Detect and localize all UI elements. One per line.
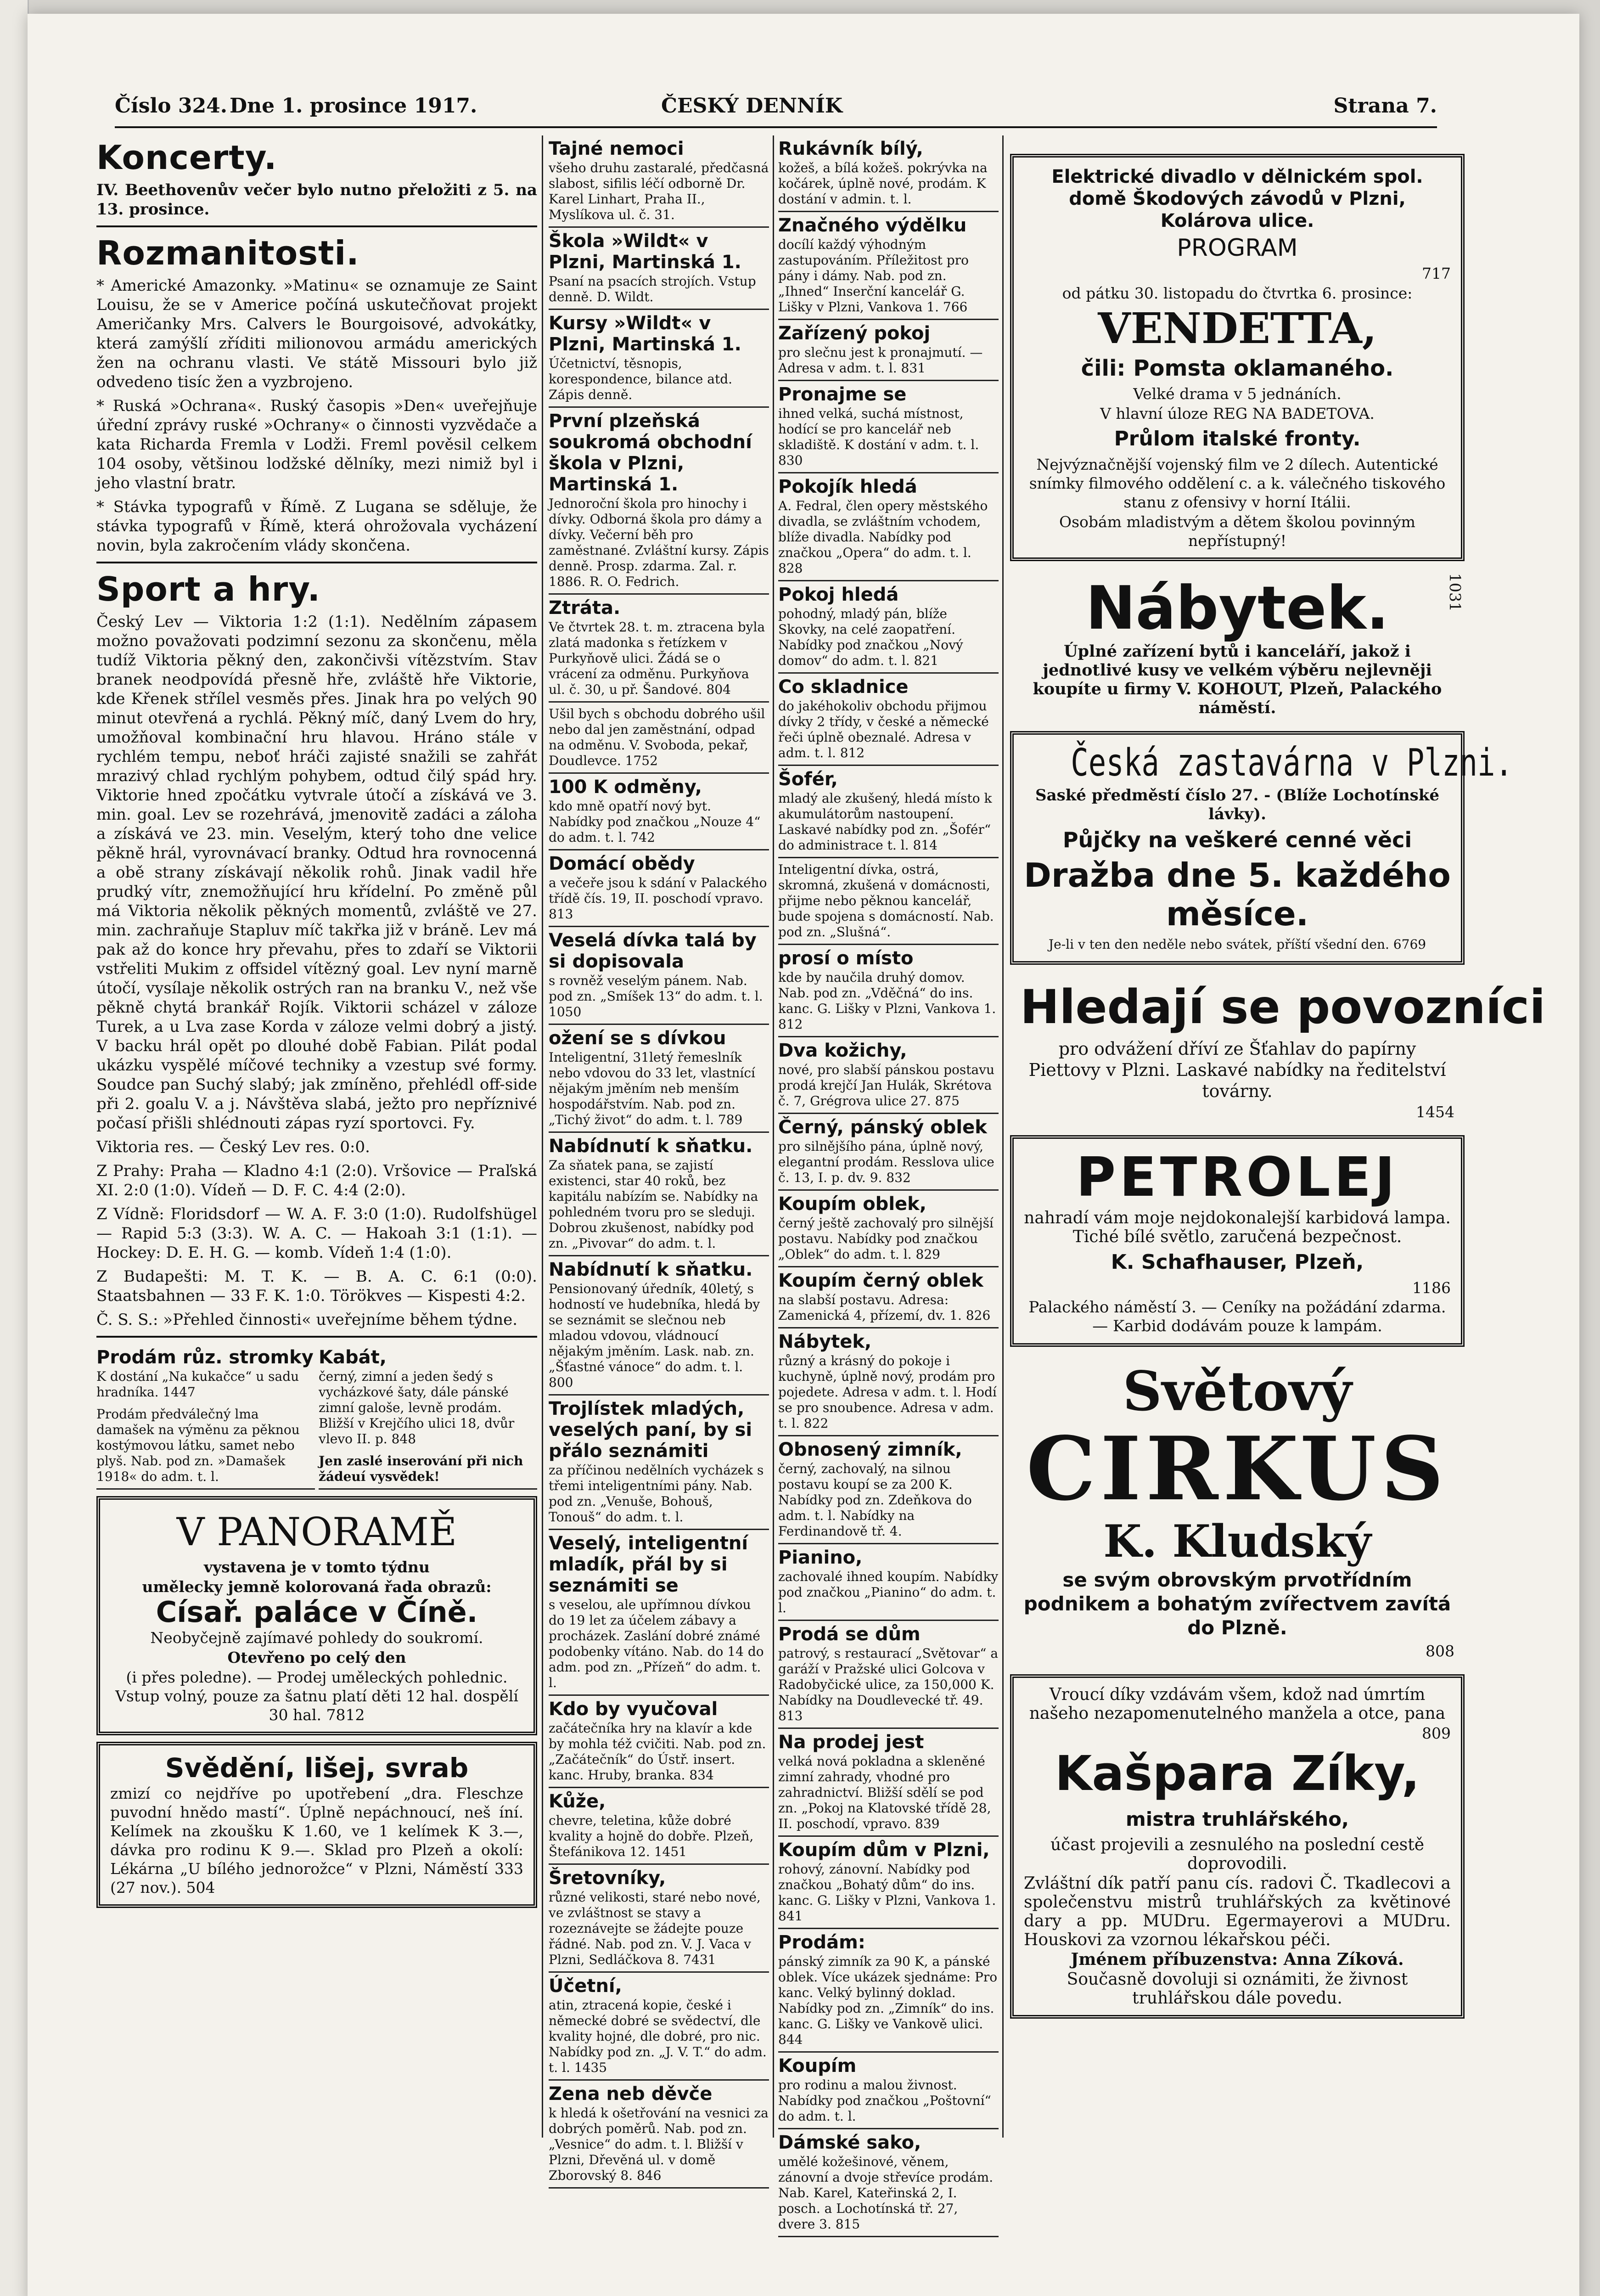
ad-line: (i přes poledne). — Prodej uměleckých pohlednic. Vstup volný, pouze za šatnu platí děti 12 hal. dospělí 30 hal. 7812 (115, 1668, 518, 1724)
ad-body: K dostání „Na kukačce“ u sadu hradníka. 1447 (96, 1369, 299, 1400)
header-rule (115, 126, 1437, 128)
article-text: Z Budapešti: M. T. K. — B. A. C. 6:1 (0:0). Staatsbahnen — 33 F. K. 1:0. Törökves — Kispesti 4:2. (96, 1267, 537, 1305)
ad-headline: PETROLEJ (1076, 1145, 1399, 1209)
ad-line: umělecky jemně kolorovaná řada obrazů: (142, 1578, 492, 1596)
issue-date: Dne 1. prosince 1917. (230, 94, 477, 118)
classified-ad (549, 595, 769, 703)
classified-ad (549, 1133, 769, 1256)
film-subtitle: čili: Pomsta oklamaného. (1081, 355, 1394, 381)
ad-title: Na prodej jest (778, 1732, 924, 1753)
ad-body: docílí každý výhodným zastupováním. Příležitost pro pány i dámy. Nab. pod zn. „Ihned“ Inserční kancelář G. Lišky v Plzni, Vankova 1. 766 (778, 237, 969, 315)
carriers-ad (1010, 971, 1546, 1129)
film-title-2: Průlom italské fronty. (1114, 427, 1361, 450)
page-header (115, 94, 1437, 122)
article-text: Č. S. S.: »Přehled činnosti« uveřejníme během týdne. (96, 1311, 518, 1329)
ad-title: Koupím dům v Plzni, (778, 1840, 990, 1861)
classified-ad (778, 1191, 999, 1267)
ad-number: 808 (1426, 1642, 1454, 1660)
ad-title: Kabát, (319, 1347, 387, 1368)
ad-body: všeho druhu zastaralé, předčasná slabost, sifilis léčí odborně Dr. Karel Linhart, Praha II., Myslíkova ul. č. 31. (549, 160, 769, 222)
column-display-ads (1010, 135, 1546, 2138)
section-heading-koncerty: Koncerty. (96, 138, 277, 177)
divider (96, 1336, 537, 1338)
ad-line: Nejvýznačnější vojenský film ve 2 dílech. Autentické snímky filmového oddělení c. a k. válečného tiskového stanu z ofensivy v horní Itálii. (1029, 456, 1446, 511)
column-divider (773, 135, 774, 2138)
classified-ad (778, 135, 999, 212)
ad-line: Saské předměstí číslo 27. - (Blíže Lochotínské lávky). (1035, 786, 1439, 823)
ad-title: Koupím oblek, (778, 1193, 926, 1215)
section-heading-sport: Sport a hry. (96, 570, 320, 608)
ad-body: za příčinou nedělních vycházek s třemi inteligentními pány. Nab. pod zn. „Venuše, Bohouš, Tonouš“ do adm. t. l. (549, 1463, 764, 1525)
classified-ad (778, 1037, 999, 1114)
ad-title: Nabídnutí k sňatku. (549, 1136, 753, 1157)
ad-line: Otevřeno po celý den (227, 1649, 406, 1666)
ad-body: pro silnějšího pána, úplně nový, elegantní prodám. Resslova ulice č. 13, I. p. dv. 9. 832 (778, 1139, 994, 1185)
ad-body: pro rodinu a malou živnost. Nabídky pod značkou „Poštovní“ do adm. t. l. (778, 2077, 991, 2124)
ad-title: Trojlístek mladých, veselých paní, by si přálo seznámiti (549, 1398, 752, 1462)
classified-ad (778, 320, 999, 381)
classified-ad (778, 2129, 999, 2237)
ad-title: 100 K odměny, (549, 777, 702, 798)
ad-title: Tajné nemoci (549, 138, 684, 159)
divider (96, 562, 537, 563)
ad-title: Prodám růz. stromky (96, 1347, 314, 1368)
ad-body: kožeš, a bílá kožeš. pokrývka na kočárek, úplně nové, prodám. K dostání v admin. t. l. (778, 160, 988, 207)
classified-ad (778, 1621, 999, 1729)
furniture-ad (1010, 568, 1465, 725)
ad-headline: Elektrické divadlo v dělnickém spol. domě Škodových závodů v Plzni, Kolárova ulice. (1051, 166, 1423, 231)
ad-title: Domácí obědy (549, 853, 695, 874)
ad-feature: Císař. paláce v Číně. (156, 1595, 478, 1629)
deceased-name: Kašpara Zíky, (1055, 1745, 1420, 1801)
ad-body: zachovalé ihned koupím. Nabídky pod značkou „Pianino“ do adm. t. l. (778, 1569, 999, 1615)
ad-body: Ušil bych s obchodu dobrého ušil nebo dal jen zaměstnání, odpad na odměnu. V. Svoboda, pekař, Doudlevce. 1752 (549, 706, 765, 768)
ad-number: 1186 (1412, 1279, 1451, 1297)
ad-body: černý ještě zachovalý pro silnější postavu. Nabídky pod značkou „Oblek“ do adm. t. l. 829 (778, 1216, 994, 1262)
classified-ad (549, 1696, 769, 1788)
cinema-ad (1010, 154, 1465, 561)
ad-body: s rovněž veselým pánem. Nab. pod zn. „Smíšek 13“ do adm. t. l. 1050 (549, 973, 763, 1019)
ad-headline: Nábytek. (1085, 573, 1389, 643)
column-classifieds-2 (778, 135, 999, 2232)
ad-body: různý a krásný do pokoje i kuchyně, úplně nový, prodám pro pojedete. Adresa v adm. t. l. Hodí se pro snoubence. Adresa v adm. t. l. 822 (778, 1353, 997, 1431)
ad-title: Dámské sako, (778, 2132, 921, 2153)
ad-body: kde by naučila druhý domov. Nab. pod zn. „Vděčná“ do ins. kanc. G. Lišky v Plzni, Vankova 1. 812 (778, 970, 996, 1032)
classified-ad (778, 1114, 999, 1191)
pawnshop-ad (1010, 731, 1513, 965)
ad-title: Zařízený pokoj (778, 323, 931, 344)
ad-line: od pátku 30. listopadu do čtvrtka 6. prosince: (1062, 284, 1413, 302)
ad-title: Co skladnice (778, 676, 909, 698)
ad-title: Dva kožichy, (778, 1040, 907, 1061)
ad-title: Pokoj hledá (778, 584, 899, 605)
ad-body: mladý ale zkušený, hledá místo k akumulátorům nastoupení. Laskavé nabídky pod zn. „Šofér“ do administrace t. l. 814 (778, 791, 992, 853)
ad-title: Kůže, (549, 1791, 606, 1812)
classified-pair (96, 1344, 537, 1490)
classified-ad (778, 473, 999, 581)
classified-ad (778, 766, 999, 858)
ad-body: Inteligentní, 31letý řemeslník nebo vdovou do 33 let, vlastnící nějakým jměním neb menším hospodářstvím. Nab. pod zn. „Tichý život“ do adm. t. l. 789 (549, 1050, 755, 1127)
ad-body: pro slečnu jest k pronajmutí. — Adresa v adm. t. l. 831 (778, 345, 983, 376)
classified-ad (778, 1436, 999, 1544)
ad-body: Inteligentní dívka, ostrá, skromná, zkušená v domácnosti, přijme nebo pěknou kancelář, bude spojena s domácností. Nab. pod zn. „Slušná“. (778, 862, 994, 940)
ad-body: na slabší postavu. Adresa: Zamenická 4, přízemí, dv. 1. 826 (778, 1292, 991, 1323)
ad-line: Půjčky na veškeré cenné věci (1062, 827, 1412, 852)
ad-headline: Česká zastavárna v Plzni. (1071, 741, 1513, 785)
section-heading-rozmanitosti: Rozmanitosti. (96, 234, 359, 272)
ad-title: Zena neb děvče (549, 2083, 713, 2105)
ad-line: V hlavní úloze REG NA BADETOVA. (1100, 405, 1375, 422)
classified-ad (549, 1865, 769, 1973)
notice-text: Současně dovoluji si oznámiti, že živnost truhlářskou dále povedu. (1067, 1970, 1408, 2008)
classified-ad (549, 927, 769, 1025)
ad-line: Neobyčejně zajímavé pohledy do soukromí. (150, 1629, 483, 1647)
ad-title: Pianino, (778, 1547, 863, 1568)
ad-body: patrový, s restaurací „Světovar“ a garáží v Pražské ulici Golcova v Radobyčické ulice, za 150,000 K. Nabídky na Doudlevecké tř. 49. 813 (778, 1646, 999, 1723)
ad-title: Obnosený zimník, (778, 1439, 962, 1460)
ad-headline-circus: CIRKUS (1026, 1418, 1448, 1520)
ad-title: Rukávník bílý, (778, 138, 923, 159)
ad-title: Ztráta. (549, 597, 621, 619)
ad-body: Úplné zařízení bytů i kanceláří, jakož i jednotlivé kusy ve velkém výběru nejlevněji koupíte u firmy V. KOHOUT, Plzeň, Palackého náměstí. (1033, 642, 1442, 717)
panorama-ad (96, 1496, 537, 1735)
ad-title: Značného výdělku (778, 215, 967, 236)
deceased-title: mistra truhlářského, (1126, 1808, 1349, 1830)
classified-ad (778, 581, 999, 674)
ad-body: A. Fedral, člen opery městského divadla, se zvláštním vchodem, blíže divadla. Nabídky pod značkou „Opera“ do adm. t. l. 828 (778, 498, 988, 576)
classified-ad (778, 1544, 999, 1621)
ad-body: pánský zimník za 90 K, a pánské oblek. Více ukázek sjednáme: Pro kanc. Velký bylinný doklad. Nabídky pod zn. „Zimník“ do ins. kanc. G. Lišky ve Vankově ulici. 844 (778, 1954, 998, 2047)
classified-ad (778, 1729, 999, 1837)
ad-title: Šofér, (778, 769, 838, 790)
ad-body: Prodám předválečný lma damašek na výměnu za pěknou kostýmovou látku, samet nebo plyš. Nab. pod zn. »Damašek 1918« do adm. t. l. (96, 1407, 300, 1484)
ointment-ad (96, 1742, 537, 1908)
ad-body: k hledá k ošetřování na vesnici za dobrých poměrů. Nab. pod zn. „Vesnice“ do adm. t. l. Bližší v Plzni, Dřevěná ul. v domě Zborovský 8. 846 (549, 2105, 769, 2183)
ad-title: Prodá se dům (778, 1624, 921, 1645)
classified-ad (549, 1256, 769, 1396)
classified-ad (549, 408, 769, 595)
article-text: * Ruská »Ochrana«. Ruský časopis »Den« uveřejňuje úřední zprávy ruské »Ochrany« o činnosti vyzvědače a kata Richarda Fremla v Lodži. Freml pověsil celkem 104 osoby, většinou lodžské dělníky, mezi nimiž byl i jeho vlastní bratr. (96, 397, 537, 492)
classified-ad (778, 381, 999, 473)
ad-body: velká nová pokladna a skleněné zimní zahrady, vhodné pro zahradnictví. Bližší sdělí se pod zn. „Pokoj na Klatovské třídě 28, II. poschodí, vpravo. 839 (778, 1754, 991, 1831)
ad-title: prosí o místo (778, 948, 914, 969)
article-text: Viktoria res. — Český Lev res. 0:0. (96, 1138, 370, 1156)
issue-number: Číslo 324. (115, 94, 228, 118)
classified-ad (549, 1025, 769, 1133)
ad-title: Škola »Wildt« v Plzni, Martinská 1. (549, 231, 741, 273)
classified-ad (778, 1837, 999, 1929)
ad-body: Pensionovaný úředník, 40letý, s hodností ve hudebníka, hledá by se seznámit se slečnou neb mladou vdovou, vládnoucí nějakým jměním. Lask. nab. zn. „Šťastné vánoce“ do adm. t. l. 800 (549, 1281, 760, 1390)
ad-body: zmizí co nejdříve po upotřebení „dra. Fleschze puvodní hnědo mastí“. Úplně nepáchnoucí, neš íní. Kelímek na zkoušku K 1.60, ve 1 kelímek K 3.—, dávka pro rodinu K 9.—. Sklad pro Plzeň a okolí: Lékárna „U bílého jednorožce“ v Plzni, Náměstí 333 (27 nov.). 504 (110, 1784, 523, 1896)
adjacent-page-edge (0, 0, 29, 2296)
classified-ad (549, 850, 769, 927)
ad-body: Za sňatek pana, se zajistí existenci, star 40 roků, bez kapitálu nabízím se. Nabídky na pohledném tvoru pro se sleduji. Dobrou zkušenost, nabídky pod zn. „Pivovar“ do adm. t. l. (549, 1158, 758, 1251)
ad-body: Psaní na psacích strojích. Vstup denně. D. Wildt. (549, 274, 756, 304)
ad-firm: K. Schafhauser, Plzeň, (1111, 1250, 1364, 1274)
ad-body: Ve čtvrtek 28. t. m. ztracena byla zlatá madonka s řetízkem v Purkyňově ulici. Žádá se o vrácení za odměnu. Purkyňova ul. č. 30, u př. Šandové. 804 (549, 619, 765, 697)
ad-number: 1031 (1446, 573, 1464, 612)
ad-title: Pronajme se (778, 384, 907, 405)
ad-line: Osobám mladistvým a dětem školou povinným nepřístupný! (1059, 513, 1415, 550)
classified-ad (549, 228, 769, 310)
ad-body: začátečníka hry na klavír a kde by mohla též cvičiti. Nab. pod zn. „Začátečník“ do Ústř. insert. kanc. Hruby, branka. 834 (549, 1721, 766, 1783)
classified-ad (778, 858, 999, 945)
notice-intro: Vroucí díky vzdávám všem, kdož nad úmrtím našeho nezapomenutelného manžela a otce, pana (1029, 1685, 1446, 1723)
ad-title: Veselá dívka talá by si dopisovala (549, 930, 757, 972)
circus-ad (1010, 1353, 1465, 1668)
petroleum-ad (1010, 1135, 1465, 1347)
classified-ad (778, 212, 999, 320)
article-text: * Stávka typografů v Římě. Z Lugana se sděluje, že stávka typografů v Římě, která ohrožovala vycházení novin, byla zakročením vlády skončena. (96, 498, 537, 555)
ad-title: První plzeňská soukromá obchodní škola v Plzni, Martinská 1. (549, 411, 752, 495)
classified-ad (778, 674, 999, 766)
notice-text: Zvláštní dík patří panu cís. radovi Č. Tkadlecovi a společenstvu mistrů truhlářských za květinové dary a pp. MUDru. Egermayerovi a MUDru. Houskovi za vzornou lékařskou péči. (1024, 1874, 1451, 1949)
ad-title: ožení se s dívkou (549, 1028, 726, 1049)
classified-ad (778, 1328, 999, 1436)
ad-title: Kdo by vyučoval (549, 1699, 718, 1720)
divider (96, 225, 537, 227)
ad-headline: V PANORAMĚ (176, 1509, 457, 1554)
ad-body: Účetnictví, těsnopis, korespondence, bilance atd. Zápis denně. (549, 356, 733, 402)
notice-text: účast projevili a zesnulého na poslední cestě doprovodili. (1050, 1835, 1425, 1873)
ad-body: umělé kožešinové, věnem, zánovní a dvoje střevíce prodám. Nab. Karel, Kateřinská 2, I. posch. a Lochotínská tř. 27, dvere 3. 815 (778, 2154, 994, 2232)
classified-ad (549, 1973, 769, 2081)
ad-body: různé velikosti, staré nebo nové, ve zvláštnost se stavy a rozeznávejte se žádejte pouze řádné. Nab. pod zn. V. J. Vaca v Plzni, Sedláčkova 8. 7431 (549, 1890, 761, 1967)
classified-ad (549, 2081, 769, 2189)
ad-number: 809 (1422, 1724, 1451, 1742)
ad-headline: Svědění, lišej, svrab (165, 1752, 469, 1784)
column-divider (542, 135, 543, 2138)
ad-line: vystavena je v tomto týdnu (203, 1558, 430, 1576)
ad-body: se svým obrovským prvotřídním podnikem a bohatým zvířectvem zavítá do Plzně. (1023, 1569, 1451, 1639)
article-text: * Americké Amazonky. »Matinu« se oznamuje ze Saint Louisu, že se v Americe počíná uskutečňovat projekt Američanky Mrs. Calvers le Bourgoisové, advokátky, která zamýšlí zříditi milionovou armádu amerických žen na ochranu vlasti. Ve státě Missouri bylo již odvedeno tisíc žen a vyzbrojeno. (96, 276, 537, 391)
ad-body: černý, zachovalý, na silnou postavu koupí se za 200 K. Nabídky pod zn. Zdeňkova do adm. t. l. Nabídky na Ferdinandově tř. 4. (778, 1461, 972, 1539)
classified-ad (778, 945, 999, 1037)
ad-number: 717 (1422, 264, 1451, 282)
ad-body: Jednoroční škola pro hinochy i dívky. Odborná škola pro dámy a dívky. Večerní běh pro zaměstnané. Zvláštní kursy. Zápis denně. Prosp. zdarma. Zal. r. 1886. R. O. Fedrich. (549, 496, 769, 589)
ad-body: do jakéhokoliv obchodu přijmou dívky 2 třídy, v české a německé řeči úplně obeznalé. Adresa v adm. t. l. 812 (778, 698, 989, 760)
ad-body: černý, zimní a jeden šedý s vycházkové šaty, dále pánské zimní galoše, levně prodám. Bližší v Krejčího ulici 18, dvůr vlevo II. p. 848 (319, 1369, 515, 1446)
notice-signature: Jménem příbuzenstva: Anna Zíková. (1071, 1950, 1404, 1969)
ad-title: Kursy »Wildt« v Plzni, Martinská 1. (549, 313, 741, 355)
ad-headline: Hledají se povozníci (1020, 980, 1546, 1035)
ad-body: ihned velká, suchá místnost, hodící se pro kancelář neb skladiště. K dostání v adm. t. l. 830 (778, 406, 979, 468)
column-divider (1002, 135, 1004, 2138)
ad-notice: Jen zaslé inserování při nich žádeuí vysvědek! (319, 1453, 523, 1484)
ad-title: Černý, pánský oblek (778, 1117, 987, 1138)
ad-body: kdo mně opatří nový byt. Nabídky pod značkou „Nouze 4“ do adm. t. l. 742 (549, 799, 761, 845)
classified-ad (549, 135, 769, 228)
classified-ad (778, 2053, 999, 2129)
thanks-notice (1010, 1674, 1465, 2019)
classified-ad (549, 703, 769, 774)
ad-title: Nabídnutí k sňatku. (549, 1259, 753, 1280)
ad-body: atin, ztracená kopie, české i německé dobré se svědectví, dle kvality hojné, dle dobré, pro nic. Nabídky pod zn. „J. V. T.“ do adm. t. l. 1435 (549, 1998, 767, 2075)
ad-number: 1454 (1416, 1103, 1454, 1121)
ad-headline: Světový (1123, 1359, 1352, 1423)
ad-body: s veselou, ale upřímnou dívkou do 19 let za účelem zábavy a procházek. Zaslání dobré známé podobenky vítáno. Nab. do 14 do adm. pod zn. „Přízeň“ do adm. t. l. (549, 1597, 764, 1690)
ad-body: nahradí vám moje nejdokonalejší karbidová lampa. Tiché bílé světlo, zaručená bezpečnost. (1024, 1209, 1451, 1246)
ad-body: pro odvážení dříví ze Šťahlav do papírny Piettovy v Plzni. Laskavé nabídky na ředitelství továrny. (1028, 1039, 1446, 1101)
classified-ad (549, 1530, 769, 1696)
ad-owner: K. Kludský (1103, 1515, 1371, 1567)
ad-body: pohodný, mladý pán, blíže Skovky, na celé zaopatření. Nabídky pod značkou „Nový domov“ do adm. t. l. 821 (778, 606, 963, 668)
masthead-title: ČESKÝ DENNÍK (661, 94, 843, 118)
classified-ad (549, 1788, 769, 1865)
ad-body: Palackého náměstí 3. — Ceníky na požádání zdarma. — Karbid dodávám pouze k lampám. (1028, 1298, 1446, 1335)
ad-title: Veselý, inteligentní mladík, přál by si seznámiti se (549, 1533, 748, 1596)
classified-ad (319, 1344, 537, 1490)
page-number: Strana 7. (1333, 94, 1437, 118)
ad-title: Koupím černý oblek (778, 1270, 983, 1291)
ad-title: Nábytek, (778, 1331, 872, 1352)
classified-ad (96, 1344, 315, 1490)
ad-body: rohový, zánovní. Nabídky pod značkou „Bohatý dům“ do ins. kanc. G. Lišky v Plzni, Vankova 1. 841 (778, 1862, 996, 1924)
ad-title: Šretovníky, (549, 1868, 666, 1889)
ad-body: a večeře jsou k sdání v Palackého třídě čís. 19, II. poschodí vpravo. 813 (549, 875, 767, 922)
ad-line: Velké drama v 5 jednáních. (1133, 385, 1342, 403)
column-news (96, 135, 537, 2138)
classified-ad (549, 1396, 769, 1530)
article-text: Z Vídně: Floridsdorf — W. A. F. 3:0 (1:0). Rudolfshügel — Rapid 5:3 (3:3). W. A. C. — Hakoah 3:1 (1:1). — Hockey: D. E. H. G. — komb. Vídeň 1:4 (1:0). (96, 1205, 537, 1262)
classified-ad (778, 1929, 999, 2053)
ad-body: chevre, teletina, kůže dobré kvality a hojně do dobře. Plzeň, Štefánikova 12. 1451 (549, 1813, 754, 1859)
ad-auction: Dražba dne 5. každého měsíce. (1024, 856, 1451, 933)
classified-ad (549, 310, 769, 408)
ad-line: Je-li v ten den neděle nebo svátek, příští všední den. 6769 (1048, 937, 1426, 952)
film-title: VENDETTA, (1098, 304, 1377, 353)
article-text: Český Lev — Viktoria 1:2 (1:1). Nedělním zápasem možno považovati podzimní sezonu za skončenu, měla tudíž Viktoria pěkný den, zakončivši vítězstvím. Stav branek neodpovídá přesně hře, zvláště hře Viktorie, kde Křenek střílel vesměs přes. Jinak hra po velých 90 minut otevřená a rychlá. Pěkný míč, daný Lvem do hry, umožňoval kombinační hru hlavou. Hráno stále v rychlém tempu, neboť hráči zajisté snažili se zahřát mrazivý chlad rychlým pohybem, odtud čilý spád hry. Viktorie hned zpočátku vytvrale útočí a získává ve 3. min. goal. Lev se rozehrává, jmenovitě zadáci a záloha a získává ve 23. min. Veselým, který toho dne velice pěkně hrál, vyrovnávací branky. Odtud hra rovnocenná a obě strany získávají několik rohů. Jinak vadil hře prudký vítr, znemožňující hru křídelní. Po změně půl má Viktoria několik pěkných momentů, zvláště ve 27. min. zachraňuje Stapluv míč takřka již v bráně. Lev má pak až do konce hry převahu, přes to zdaří se Viktorii vstřeliti Mukim z offsidel vítězný goal. Lev nyní marně útočí, vysílaje několik ostrých ran na branku V., než vše pěkně chytá brankář Rojík. Viktorii scházel v záloze Turek, a u Lva zase Korda v záloze velmi dobrý a jistý. V backu hrál opět po dlouhé době Fabian. Pilát podal ukázku vyspělé míčové techniky a vzestup své formy. Soudce pan Suchý slabý; jak zmíněno, přehlédl off-side při 2. goalu V. a j. Návštěva slabá, ježto pro nepříznivé počasí přišli shlédnouti zápas ryzí sportovci. Fy. (96, 613, 537, 1132)
column-classifieds-1 (549, 135, 769, 2183)
classified-ad (778, 1267, 999, 1328)
classified-ad (549, 774, 769, 850)
ad-title: Prodám: (778, 1932, 865, 1953)
ad-body: nové, pro slabší pánskou postavu prodá krejčí Jan Hulák, Skrétova č. 7, Grégrova ulice 27. 875 (778, 1062, 995, 1109)
ad-title: Pokojík hledá (778, 476, 917, 497)
article-text: Z Prahy: Praha — Kladno 4:1 (2:0). Vršovice — Praľská XI. 2:0 (1:0). Vídeň — D. F. C. 4:4 (2:0). (96, 1162, 537, 1199)
article-text: IV. Beethovenův večer bylo nutno přeložiti z 5. na 13. prosince. (96, 181, 537, 219)
ad-title: Účetní, (549, 1975, 622, 1997)
ad-title: Koupím (778, 2055, 857, 2077)
ad-program-title: PROGRAM (1177, 234, 1298, 262)
